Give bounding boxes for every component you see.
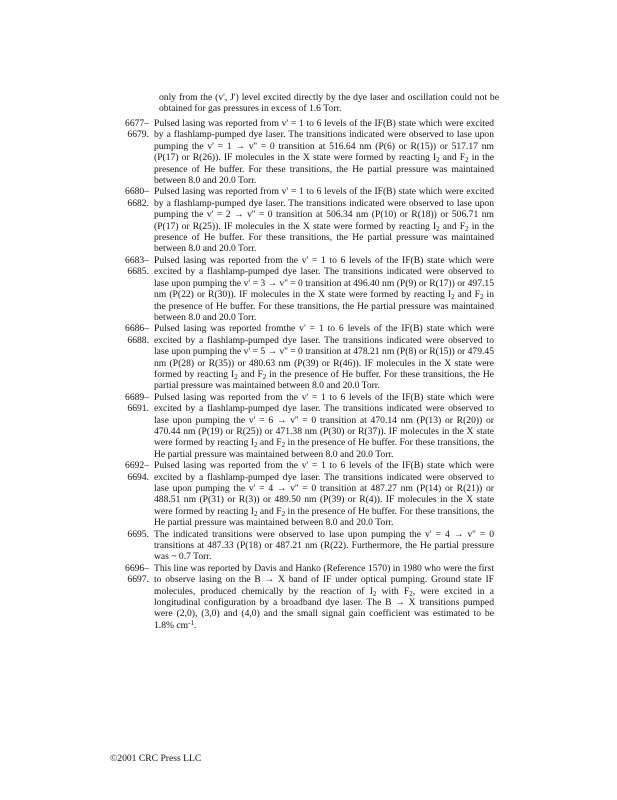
- entry-number: 6696– 6697.: [125, 562, 149, 586]
- entry-6695: [110, 529, 510, 563]
- entry-text: This line was reported by Davis and Hanko (Reference 1570) in 1980 who were the first to observe lasing on the B → X band of IF under optical pumping. Ground state IF molecules, produced chemically by the reaction of $I_2$ with $F_2$, were excited in a longitudinal configuration by a broadband dye laser. The B → X transitions pumped were (2,0), (3,0) and (4,0) and the small signal gain coefficient was estimated to be 1.8% $cm^{-1}$.: [154, 562, 494, 631]
- entry-list: [110, 118, 510, 631]
- entry-6686: [110, 323, 510, 391]
- entry-number: 6683– 6685.: [125, 254, 149, 278]
- entry-text: Pulsed lasing was reported from the v' = 1 to 6 levels of the IF(B) state which were excited by a flashlamp-pumped dye laser. The transitions indicated were observed to lase upon pumping the v' = 4 → v'' = 0 transition at 487.27 nm (P(14) or R(21)) or 488.51 nm (P(31) or R(3)) or 489.50 nm (P(39) or R(4)). IF molecules in the X state were formed by reacting $I_2$ and $F_2$ in the presence of He buffer. For these transitions, the He partial pressure was maintained between 8.0 and 20.0 Torr.: [154, 460, 495, 529]
- entry-6696: [110, 563, 510, 631]
- entry-6677: [110, 118, 510, 186]
- copyright-footer: ©2001 CRC Press LLC: [110, 753, 202, 764]
- entry-number: 6689– 6691.: [125, 391, 149, 415]
- entry-6680: [110, 186, 510, 254]
- entry-text: Pulsed lasing was reported from the v' = 1 to 6 levels of the IF(B) state which were excited by a flashlamp-pumped dye laser. The transitions indicated were observed to lase upon pumping the v' = 6 → v'' = 0 transition at 470.14 nm (P(13) or R(20)) or 470.44 nm (P(19) or R(25)) or 471.38 nm (P(30) or R(37)). IF molecules in the X state were formed by reacting $I_2$ and $F_2$ in the presence of He buffer. For these transitions, the He partial pressure was maintained between 8.0 and 20.0 Torr.: [154, 391, 495, 460]
- entry-6692: [110, 460, 510, 528]
- entry-6689: [110, 392, 510, 460]
- entry-number: 6692– 6694.: [125, 460, 149, 483]
- entry-number: 6677– 6679.: [125, 118, 149, 141]
- entry-text: The indicated transitions were observed to lase upon pumping the v' = 4 → v'' = 0 transitions at 487.33 (P(18) or 487.21 nm (R(22). Furthermore, the He partial pressure was ~ 0.7 Torr.: [154, 528, 494, 563]
- entry-text: Pulsed lasing was reported from v' = 1 to 6 levels of the IF(B) state which were excited by a flashlamp-pumped dye laser. The transitions indicated were observed to lase upon pumping the v' = 2 → v'' = 0 transition at 506.34 nm (P(10) or R(18)) or 506.71 nm (P(17) or R(25)). IF molecules in the X state were formed by reacting $I_2$ and $F_2$ in the presence of He buffer. For these transitions, the He partial pressure was maintained between 8.0 and 20.0 Torr.: [154, 186, 494, 255]
- entry-text: Pulsed lasing was reported fromthe v' = 1 to 6 levels of the IF(B) state which were excited by a flashlamp-pumped dye laser. The transitions indicated were observed to lase upon pumping the v' = 5 → v'' = 0 transition at 478.21 nm (P(8) or R(15)) or 479.45 nm (P(28) or R(35)) or 480.63 nm (P(39) or R(46)). IF molecules in the X state were formed by reacting $I_2$ and $F_2$ in the presence of He buffer. For these transitions, the He partial pressure was maintained between 8.0 and 20.0 Torr.: [154, 323, 495, 392]
- entry-6683: [110, 255, 510, 323]
- entry-text: Pulsed lasing was reported from v' = 1 to 6 levels of the IF(B) state which were excited by a flashlamp-pumped dye laser. The transitions indicated were observed to lase upon pumping the v' = 1 → v'' = 0 transition at 516.64 nm (P(6) or R(15)) or 517.17 nm (P(17) or R(26)). IF molecules in the X state were formed by reacting $I_2$ and $F_2$ in the presence of He buffer. For these transitions, the He partial pressure was maintained between 8.0 and 20.0 Torr.: [154, 118, 494, 187]
- entry-number: 6680– 6682.: [125, 186, 149, 209]
- entry-number: 6695.: [127, 528, 149, 540]
- entry-number: 6686– 6688.: [125, 323, 149, 346]
- intro-paragraph: only from the (v', J') level excited directly by the dye laser and oscillation could not be obtained for gas pressures in excess of 1.6 Torr.: [159, 92, 499, 115]
- entry-text: Pulsed lasing was reported from the v' = 1 to 6 levels of the IF(B) state which were excited by a flashlamp-pumped dye laser. The transitions indicated were observed to lase upon pumping the v' = 3 → v'' = 0 transition at 496.40 nm (P(9) or R(17)) or 497.15 nm (P(22) or R(30)). IF molecules in the X state were formed by reacting $I_2$ and $F_2$ in the presence of He buffer. For these transitions, the He partial pressure was maintained between 8.0 and 20.0 Torr.: [154, 254, 494, 323]
